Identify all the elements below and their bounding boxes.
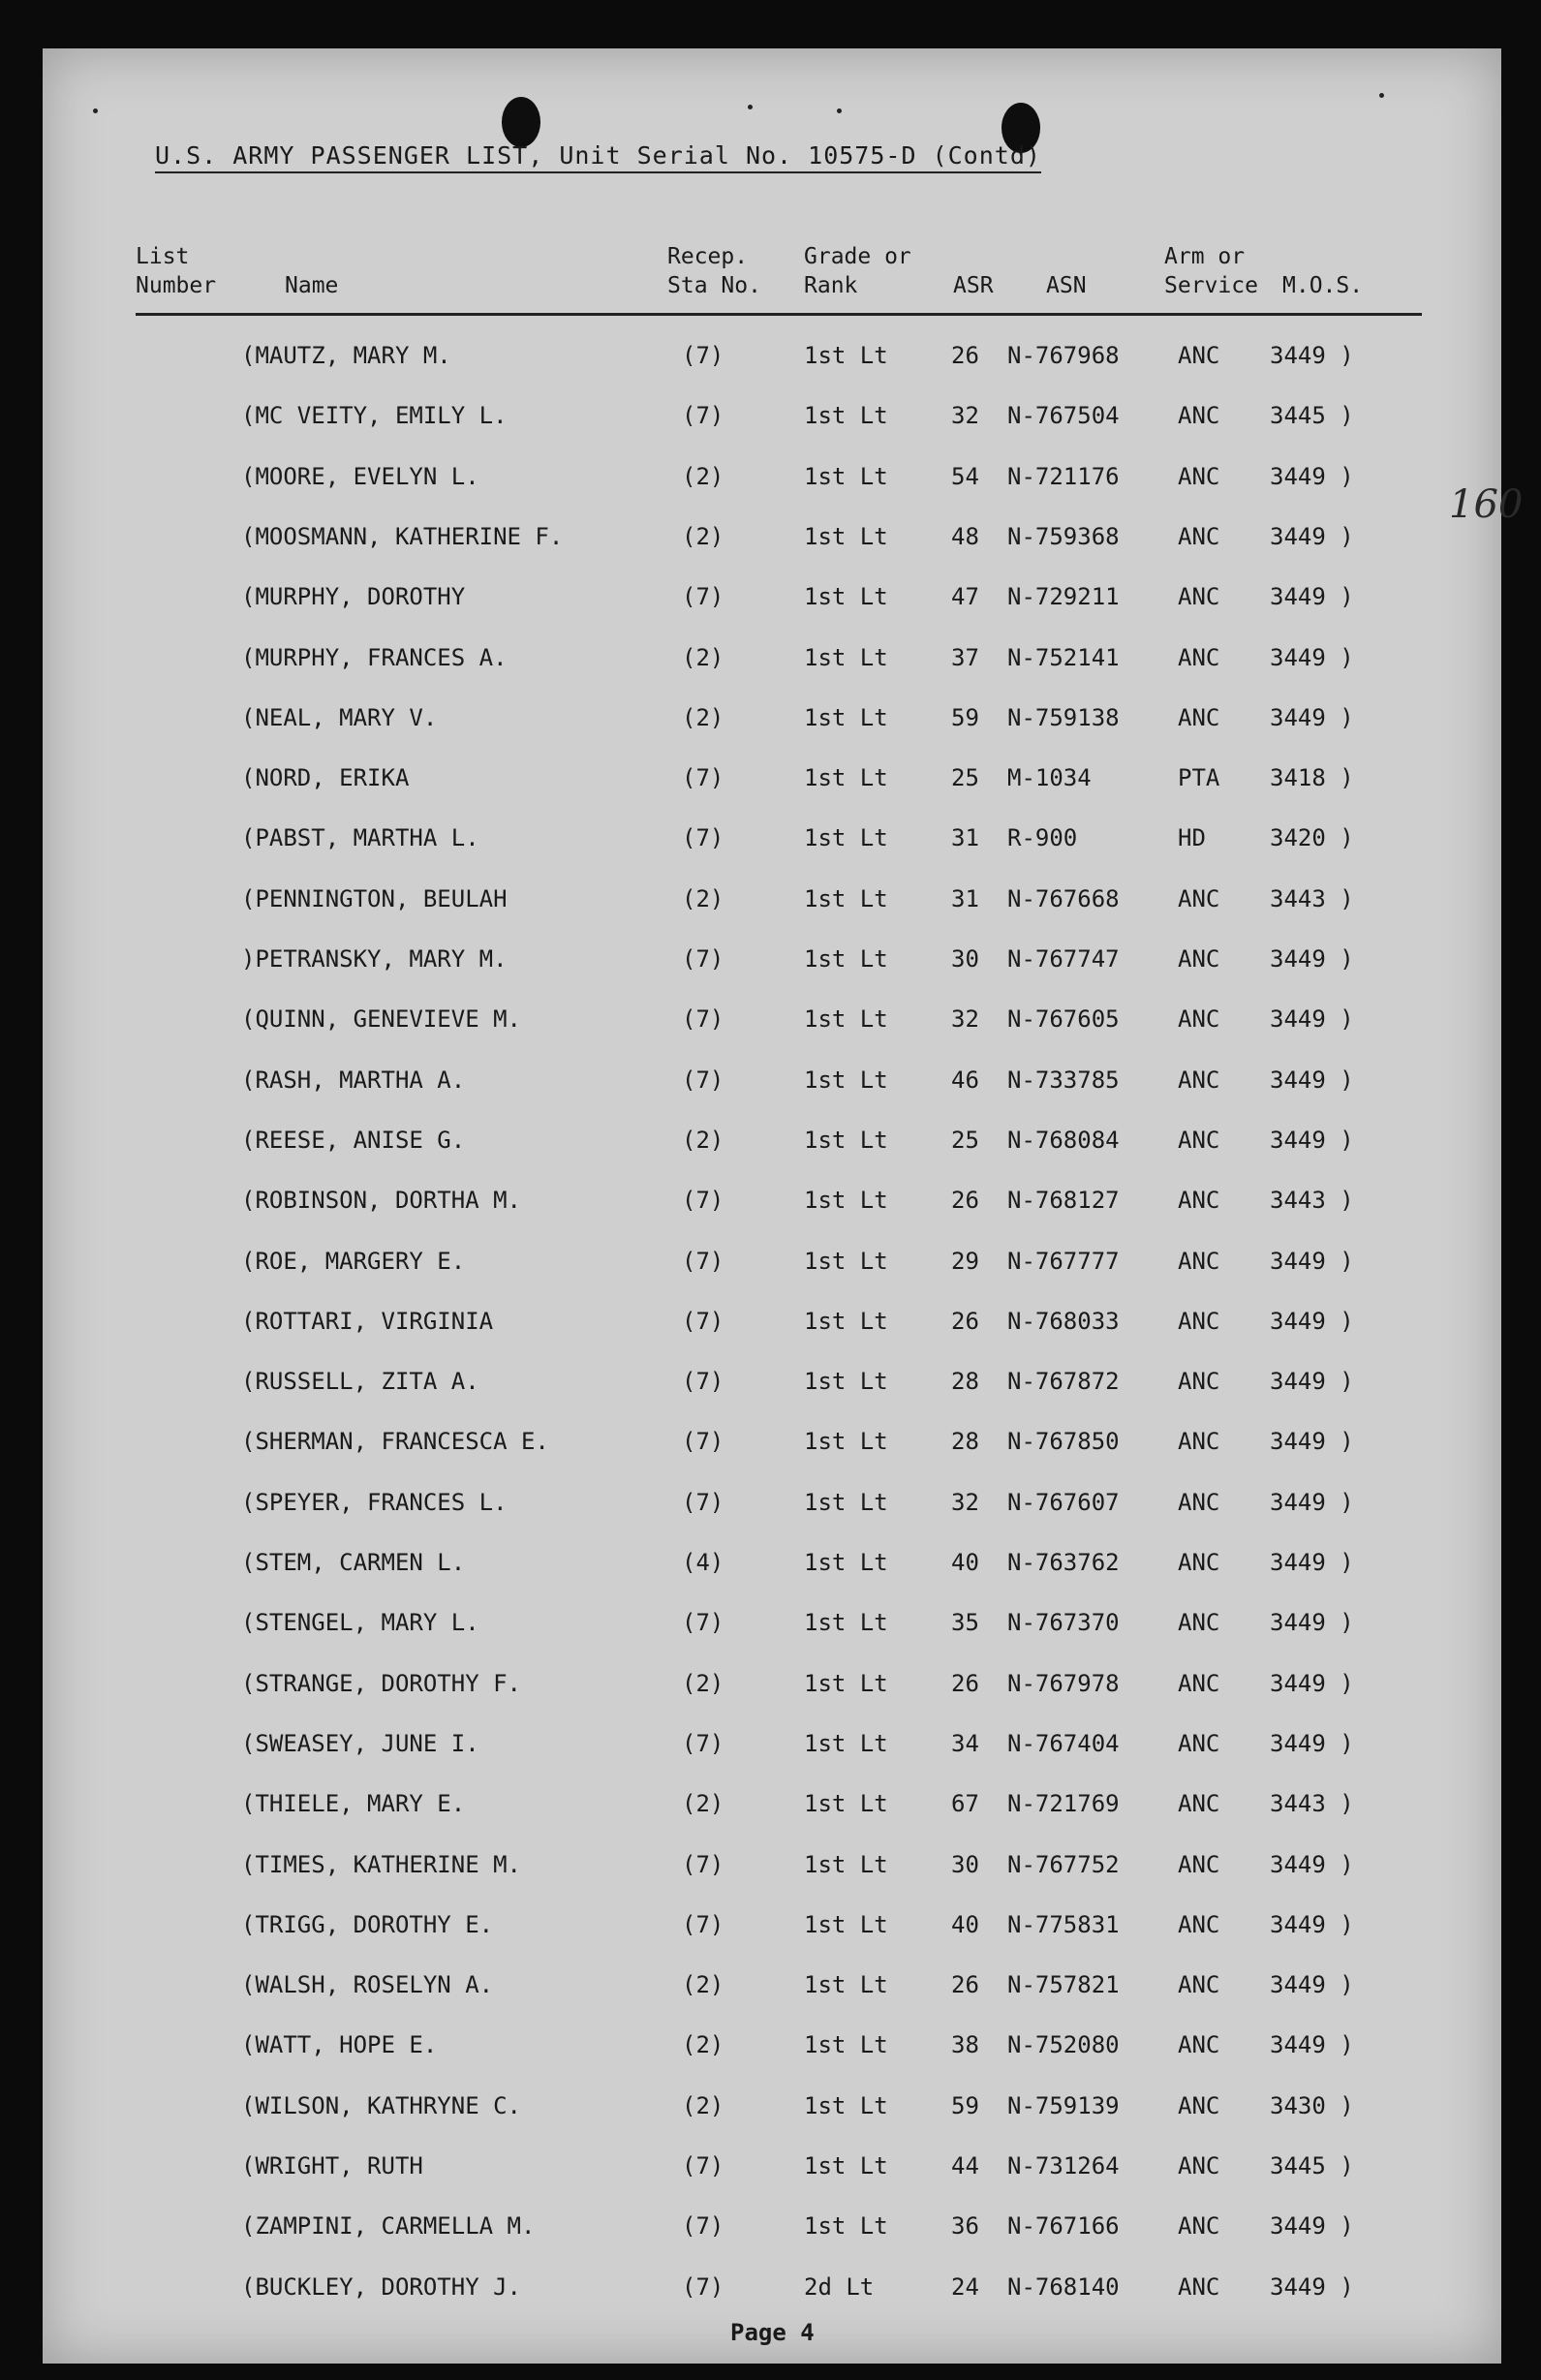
- asn-value: N-767668: [1007, 884, 1120, 912]
- asn-value: N-767166: [1007, 2212, 1120, 2241]
- mos-code: 3449 ): [1270, 1247, 1354, 1275]
- asr-value: 40: [951, 1549, 979, 1576]
- passenger-name: (QUINN, GENEVIEVE M.: [241, 1005, 521, 1034]
- asr-value: 32: [951, 1005, 979, 1034]
- grade-rank: 1st Lt: [804, 1669, 888, 1697]
- asn-value: N-767968: [1007, 342, 1120, 369]
- passenger-name: (STRANGE, DOROTHY F.: [241, 1669, 521, 1697]
- asn-value: N-721176: [1007, 462, 1120, 490]
- grade-rank: 1st Lt: [804, 1729, 888, 1757]
- punch-hole-left: [502, 97, 540, 147]
- arm-service: ANC: [1178, 1669, 1220, 1697]
- recep-sta-no: (2): [682, 884, 724, 912]
- asn-value: N-767777: [1007, 1247, 1120, 1275]
- arm-service: ANC: [1178, 1307, 1220, 1335]
- grade-rank: 1st Lt: [804, 824, 888, 852]
- arm-service: ANC: [1178, 1910, 1220, 1938]
- asr-value: 26: [951, 1187, 979, 1215]
- grade-rank: 1st Lt: [804, 1850, 888, 1878]
- asn-value: N-767605: [1007, 1005, 1120, 1034]
- recep-sta-no: (7): [682, 1850, 724, 1878]
- mos-code: 3420 ): [1270, 824, 1354, 852]
- asr-value: 28: [951, 1428, 979, 1456]
- passenger-name: (ROBINSON, DORTHA M.: [241, 1187, 521, 1215]
- table-row: [43, 1609, 1501, 1648]
- arm-service: ANC: [1178, 1549, 1220, 1576]
- arm-service: ANC: [1178, 2212, 1220, 2241]
- table-row: [43, 824, 1501, 863]
- mos-code: 3418 ): [1270, 764, 1354, 792]
- asn-value: N-767607: [1007, 1488, 1120, 1516]
- asr-value: 44: [951, 2152, 979, 2179]
- passenger-name: (MC VEITY, EMILY L.: [241, 402, 508, 430]
- grade-rank: 1st Lt: [804, 764, 888, 792]
- grade-rank: 1st Lt: [804, 583, 888, 611]
- passenger-name: (MOORE, EVELYN L.: [241, 462, 479, 490]
- asr-value: 32: [951, 1488, 979, 1516]
- passenger-name: (MURPHY, FRANCES A.: [241, 643, 508, 671]
- asr-value: 34: [951, 1729, 979, 1757]
- header-asn: ASN: [1046, 273, 1087, 298]
- recep-sta-no: (7): [682, 2152, 724, 2179]
- grade-rank: 1st Lt: [804, 1187, 888, 1215]
- recep-sta-no: (7): [682, 1609, 724, 1637]
- passenger-name: (WALSH, ROSELYN A.: [241, 1971, 494, 1999]
- arm-service: ANC: [1178, 2272, 1220, 2301]
- asr-value: 30: [951, 1850, 979, 1878]
- grade-rank: 1st Lt: [804, 2152, 888, 2179]
- grade-rank: 1st Lt: [804, 1066, 888, 1094]
- passenger-name: (PENNINGTON, BEULAH: [241, 884, 508, 912]
- recep-sta-no: (2): [682, 462, 724, 490]
- asn-value: N-767747: [1007, 945, 1120, 973]
- asr-value: 30: [951, 945, 979, 973]
- asr-value: 47: [951, 583, 979, 611]
- arm-service: ANC: [1178, 1729, 1220, 1757]
- mos-code: 3449 ): [1270, 583, 1354, 611]
- table-row: [43, 644, 1501, 683]
- arm-service: ANC: [1178, 1971, 1220, 1999]
- grade-rank: 1st Lt: [804, 1126, 888, 1154]
- recep-sta-no: (7): [682, 2212, 724, 2241]
- asn-value: N-767978: [1007, 1669, 1120, 1697]
- asr-value: 54: [951, 462, 979, 490]
- mos-code: 3443 ): [1270, 1187, 1354, 1215]
- passenger-name: )PETRANSKY, MARY M.: [241, 945, 508, 973]
- asr-value: 67: [951, 1790, 979, 1818]
- table-row: [43, 1670, 1501, 1709]
- recep-sta-no: (7): [682, 583, 724, 611]
- passenger-name: (RUSSELL, ZITA A.: [241, 1368, 479, 1396]
- passenger-name: (TIMES, KATHERINE M.: [241, 1850, 521, 1878]
- arm-service: ANC: [1178, 703, 1220, 731]
- table-row: [43, 342, 1501, 381]
- grade-rank: 1st Lt: [804, 1307, 888, 1335]
- mos-code: 3449 ): [1270, 522, 1354, 550]
- asn-value: N-767504: [1007, 402, 1120, 430]
- asn-value: N-752141: [1007, 643, 1120, 671]
- passenger-name: (RASH, MARTHA A.: [241, 1066, 466, 1094]
- recep-sta-no: (7): [682, 1910, 724, 1938]
- passenger-name: (MOOSMANN, KATHERINE F.: [241, 522, 564, 550]
- grade-rank: 1st Lt: [804, 2212, 888, 2241]
- asn-value: N-763762: [1007, 1549, 1120, 1576]
- recep-sta-no: (2): [682, 1126, 724, 1154]
- header-asr: ASR: [953, 273, 994, 298]
- table-row: [43, 2152, 1501, 2191]
- asr-value: 26: [951, 1669, 979, 1697]
- recep-sta-no: (4): [682, 1549, 724, 1576]
- passenger-name: (ROTTARI, VIRGINIA: [241, 1307, 494, 1335]
- asr-value: 46: [951, 1066, 979, 1094]
- grade-rank: 1st Lt: [804, 342, 888, 369]
- mos-code: 3449 ): [1270, 1669, 1354, 1697]
- recep-sta-no: (7): [682, 342, 724, 369]
- arm-service: ANC: [1178, 342, 1220, 369]
- asn-value: N-768140: [1007, 2272, 1120, 2301]
- arm-service: ANC: [1178, 1850, 1220, 1878]
- speck: [1379, 93, 1384, 98]
- asn-value: N-759138: [1007, 703, 1120, 731]
- recep-sta-no: (2): [682, 643, 724, 671]
- asr-value: 29: [951, 1247, 979, 1275]
- passenger-name: (MURPHY, DOROTHY: [241, 583, 466, 611]
- asr-value: 59: [951, 2091, 979, 2119]
- grade-rank: 1st Lt: [804, 643, 888, 671]
- grade-rank: 1st Lt: [804, 884, 888, 912]
- recep-sta-no: (2): [682, 1971, 724, 1999]
- recep-sta-no: (7): [682, 764, 724, 792]
- grade-rank: 1st Lt: [804, 1247, 888, 1275]
- recep-sta-no: (7): [682, 402, 724, 430]
- grade-rank: 1st Lt: [804, 1971, 888, 1999]
- arm-service: ANC: [1178, 1609, 1220, 1637]
- table-row: [43, 1790, 1501, 1829]
- table-row: [43, 2031, 1501, 2070]
- asn-value: N-759139: [1007, 2091, 1120, 2119]
- mos-code: 3449 ): [1270, 1729, 1354, 1757]
- mos-code: 3449 ): [1270, 2272, 1354, 2301]
- grade-rank: 2d Lt: [804, 2272, 875, 2301]
- asr-value: 26: [951, 1307, 979, 1335]
- recep-sta-no: (7): [682, 1729, 724, 1757]
- table-row: [43, 1971, 1501, 2010]
- table-row: [43, 1428, 1501, 1467]
- table-row: [43, 1911, 1501, 1950]
- arm-service: ANC: [1178, 1488, 1220, 1516]
- asr-value: 37: [951, 643, 979, 671]
- mos-code: 3449 ): [1270, 1307, 1354, 1335]
- grade-rank: 1st Lt: [804, 1488, 888, 1516]
- header-rule: [136, 313, 1422, 316]
- table-row: [43, 1127, 1501, 1165]
- grade-rank: 1st Lt: [804, 703, 888, 731]
- asr-value: 35: [951, 1609, 979, 1637]
- grade-rank: 1st Lt: [804, 1609, 888, 1637]
- arm-service: ANC: [1178, 583, 1220, 611]
- recep-sta-no: (7): [682, 1488, 724, 1516]
- asn-value: N-752080: [1007, 2031, 1120, 2059]
- header-recep-sta: Recep. Sta No.: [667, 244, 761, 298]
- passenger-name: (REESE, ANISE G.: [241, 1126, 466, 1154]
- asn-value: N-733785: [1007, 1066, 1120, 1094]
- recep-sta-no: (2): [682, 2031, 724, 2059]
- asr-value: 36: [951, 2212, 979, 2241]
- table-row: [43, 1489, 1501, 1528]
- mos-code: 3449 ): [1270, 1971, 1354, 1999]
- asr-value: 25: [951, 764, 979, 792]
- mos-code: 3443 ): [1270, 884, 1354, 912]
- asr-value: 24: [951, 2272, 979, 2301]
- table-row: [43, 885, 1501, 924]
- recep-sta-no: (7): [682, 1307, 724, 1335]
- arm-service: ANC: [1178, 1126, 1220, 1154]
- mos-code: 3449 ): [1270, 1005, 1354, 1034]
- recep-sta-no: (2): [682, 2091, 724, 2119]
- header-list-number: List Number: [136, 244, 217, 298]
- table-row: [43, 2273, 1501, 2312]
- asn-value: N-729211: [1007, 583, 1120, 611]
- passenger-name: (WRIGHT, RUTH: [241, 2152, 423, 2179]
- passenger-name: (WATT, HOPE E.: [241, 2031, 438, 2059]
- passenger-name: (SWEASEY, JUNE I.: [241, 1729, 479, 1757]
- passenger-name: (THIELE, MARY E.: [241, 1790, 466, 1818]
- mos-code: 3449 ): [1270, 1126, 1354, 1154]
- arm-service: HD: [1178, 824, 1206, 852]
- page-stamp-number: 160: [1449, 482, 1524, 527]
- recep-sta-no: (2): [682, 1669, 724, 1697]
- arm-service: ANC: [1178, 1428, 1220, 1456]
- table-row: [43, 1248, 1501, 1286]
- passenger-name: (STEM, CARMEN L.: [241, 1549, 466, 1576]
- recep-sta-no: (7): [682, 824, 724, 852]
- table-row: [43, 402, 1501, 441]
- recep-sta-no: (2): [682, 1790, 724, 1818]
- arm-service: ANC: [1178, 643, 1220, 671]
- table-row: [43, 704, 1501, 743]
- arm-service: ANC: [1178, 1187, 1220, 1215]
- asr-value: 26: [951, 1971, 979, 1999]
- header-name: Name: [285, 273, 339, 298]
- passenger-name: (SHERMAN, FRANCESCA E.: [241, 1428, 549, 1456]
- table-row: [43, 1005, 1501, 1044]
- recep-sta-no: (2): [682, 522, 724, 550]
- mos-code: 3430 ): [1270, 2091, 1354, 2119]
- table-row: [43, 2212, 1501, 2251]
- arm-service: ANC: [1178, 884, 1220, 912]
- recep-sta-no: (7): [682, 945, 724, 973]
- passenger-name: (MAUTZ, MARY M.: [241, 342, 451, 369]
- mos-code: 3449 ): [1270, 1488, 1354, 1516]
- recep-sta-no: (7): [682, 1187, 724, 1215]
- table-row: [43, 1851, 1501, 1890]
- passenger-name: (STENGEL, MARY L.: [241, 1609, 479, 1637]
- table-row: [43, 523, 1501, 562]
- arm-service: ANC: [1178, 2152, 1220, 2179]
- grade-rank: 1st Lt: [804, 1428, 888, 1456]
- recep-sta-no: (7): [682, 2272, 724, 2301]
- document-page: [43, 48, 1524, 2364]
- arm-service: ANC: [1178, 1790, 1220, 1818]
- arm-service: ANC: [1178, 2031, 1220, 2059]
- speck: [748, 105, 753, 109]
- arm-service: ANC: [1178, 462, 1220, 490]
- table-row: [43, 945, 1501, 984]
- table-row: [43, 1066, 1501, 1105]
- mos-code: 3449 ): [1270, 342, 1354, 369]
- asr-value: 28: [951, 1368, 979, 1396]
- arm-service: ANC: [1178, 1247, 1220, 1275]
- speck: [93, 108, 98, 113]
- mos-code: 3449 ): [1270, 2212, 1354, 2241]
- arm-service: ANC: [1178, 522, 1220, 550]
- header-grade-rank: Grade or Rank: [804, 244, 911, 298]
- asn-value: N-768127: [1007, 1187, 1120, 1215]
- asn-value: N-759368: [1007, 522, 1120, 550]
- asr-value: 26: [951, 342, 979, 369]
- mos-code: 3449 ): [1270, 703, 1354, 731]
- table-row: [43, 1368, 1501, 1406]
- asn-value: N-767872: [1007, 1368, 1120, 1396]
- table-row: [43, 764, 1501, 803]
- passenger-name: (PABST, MARTHA L.: [241, 824, 479, 852]
- mos-code: 3445 ): [1270, 2152, 1354, 2179]
- asr-value: 38: [951, 2031, 979, 2059]
- asn-value: N-768084: [1007, 1126, 1120, 1154]
- mos-code: 3449 ): [1270, 1066, 1354, 1094]
- recep-sta-no: (7): [682, 1005, 724, 1034]
- asn-value: N-767404: [1007, 1729, 1120, 1757]
- asr-value: 32: [951, 402, 979, 430]
- asn-value: N-768033: [1007, 1307, 1120, 1335]
- arm-service: ANC: [1178, 402, 1220, 430]
- asn-value: N-731264: [1007, 2152, 1120, 2179]
- asn-value: M-1034: [1007, 764, 1092, 792]
- asn-value: N-775831: [1007, 1910, 1120, 1938]
- mos-code: 3449 ): [1270, 1549, 1354, 1576]
- grade-rank: 1st Lt: [804, 462, 888, 490]
- arm-service: ANC: [1178, 2091, 1220, 2119]
- recep-sta-no: (2): [682, 703, 724, 731]
- asn-value: N-757821: [1007, 1971, 1120, 1999]
- passenger-name: (TRIGG, DOROTHY E.: [241, 1910, 494, 1938]
- asn-value: N-721769: [1007, 1790, 1120, 1818]
- speck: [837, 108, 842, 113]
- asr-value: 31: [951, 884, 979, 912]
- grade-rank: 1st Lt: [804, 2091, 888, 2119]
- grade-rank: 1st Lt: [804, 1368, 888, 1396]
- mos-code: 3449 ): [1270, 945, 1354, 973]
- asn-value: N-767752: [1007, 1850, 1120, 1878]
- mos-code: 3443 ): [1270, 1790, 1354, 1818]
- passenger-name: (SPEYER, FRANCES L.: [241, 1488, 508, 1516]
- mos-code: 3449 ): [1270, 1609, 1354, 1637]
- grade-rank: 1st Lt: [804, 2031, 888, 2059]
- asn-value: N-767370: [1007, 1609, 1120, 1637]
- passenger-name: (NEAL, MARY V.: [241, 703, 438, 731]
- page-footer: Page 4: [730, 2319, 815, 2346]
- arm-service: PTA: [1178, 764, 1220, 792]
- arm-service: ANC: [1178, 945, 1220, 973]
- passenger-name: (NORD, ERIKA: [241, 764, 410, 792]
- grade-rank: 1st Lt: [804, 1790, 888, 1818]
- table-row: [43, 583, 1501, 622]
- passenger-name: (ROE, MARGERY E.: [241, 1247, 466, 1275]
- table-row: [43, 1730, 1501, 1769]
- recep-sta-no: (7): [682, 1368, 724, 1396]
- recep-sta-no: (7): [682, 1247, 724, 1275]
- header-mos: M.O.S.: [1282, 273, 1364, 298]
- arm-service: ANC: [1178, 1066, 1220, 1094]
- recep-sta-no: (7): [682, 1066, 724, 1094]
- document-title: U.S. ARMY PASSENGER LIST, Unit Serial No. 10575-D (Contd): [155, 141, 1041, 173]
- mos-code: 3449 ): [1270, 643, 1354, 671]
- grade-rank: 1st Lt: [804, 1910, 888, 1938]
- mos-code: 3449 ): [1270, 1910, 1354, 1938]
- table-row: [43, 2092, 1501, 2131]
- passenger-name: (BUCKLEY, DOROTHY J.: [241, 2272, 521, 2301]
- recep-sta-no: (7): [682, 1428, 724, 1456]
- mos-code: 3445 ): [1270, 402, 1354, 430]
- grade-rank: 1st Lt: [804, 945, 888, 973]
- header-arm-service: Arm or Service: [1164, 244, 1258, 298]
- arm-service: ANC: [1178, 1368, 1220, 1396]
- mos-code: 3449 ): [1270, 2031, 1354, 2059]
- asr-value: 59: [951, 703, 979, 731]
- asr-value: 31: [951, 824, 979, 852]
- asr-value: 48: [951, 522, 979, 550]
- table-row: [43, 463, 1501, 502]
- table-row: [43, 1549, 1501, 1588]
- asr-value: 40: [951, 1910, 979, 1938]
- asr-value: 25: [951, 1126, 979, 1154]
- mos-code: 3449 ): [1270, 1850, 1354, 1878]
- grade-rank: 1st Lt: [804, 1549, 888, 1576]
- asn-value: R-900: [1007, 824, 1078, 852]
- grade-rank: 1st Lt: [804, 1005, 888, 1034]
- mos-code: 3449 ): [1270, 1428, 1354, 1456]
- passenger-name: (WILSON, KATHRYNE C.: [241, 2091, 521, 2119]
- mos-code: 3449 ): [1270, 462, 1354, 490]
- mos-code: 3449 ): [1270, 1368, 1354, 1396]
- asn-value: N-767850: [1007, 1428, 1120, 1456]
- grade-rank: 1st Lt: [804, 522, 888, 550]
- table-row: [43, 1308, 1501, 1346]
- arm-service: ANC: [1178, 1005, 1220, 1034]
- passenger-name: (ZAMPINI, CARMELLA M.: [241, 2212, 536, 2241]
- table-row: [43, 1187, 1501, 1225]
- grade-rank: 1st Lt: [804, 402, 888, 430]
